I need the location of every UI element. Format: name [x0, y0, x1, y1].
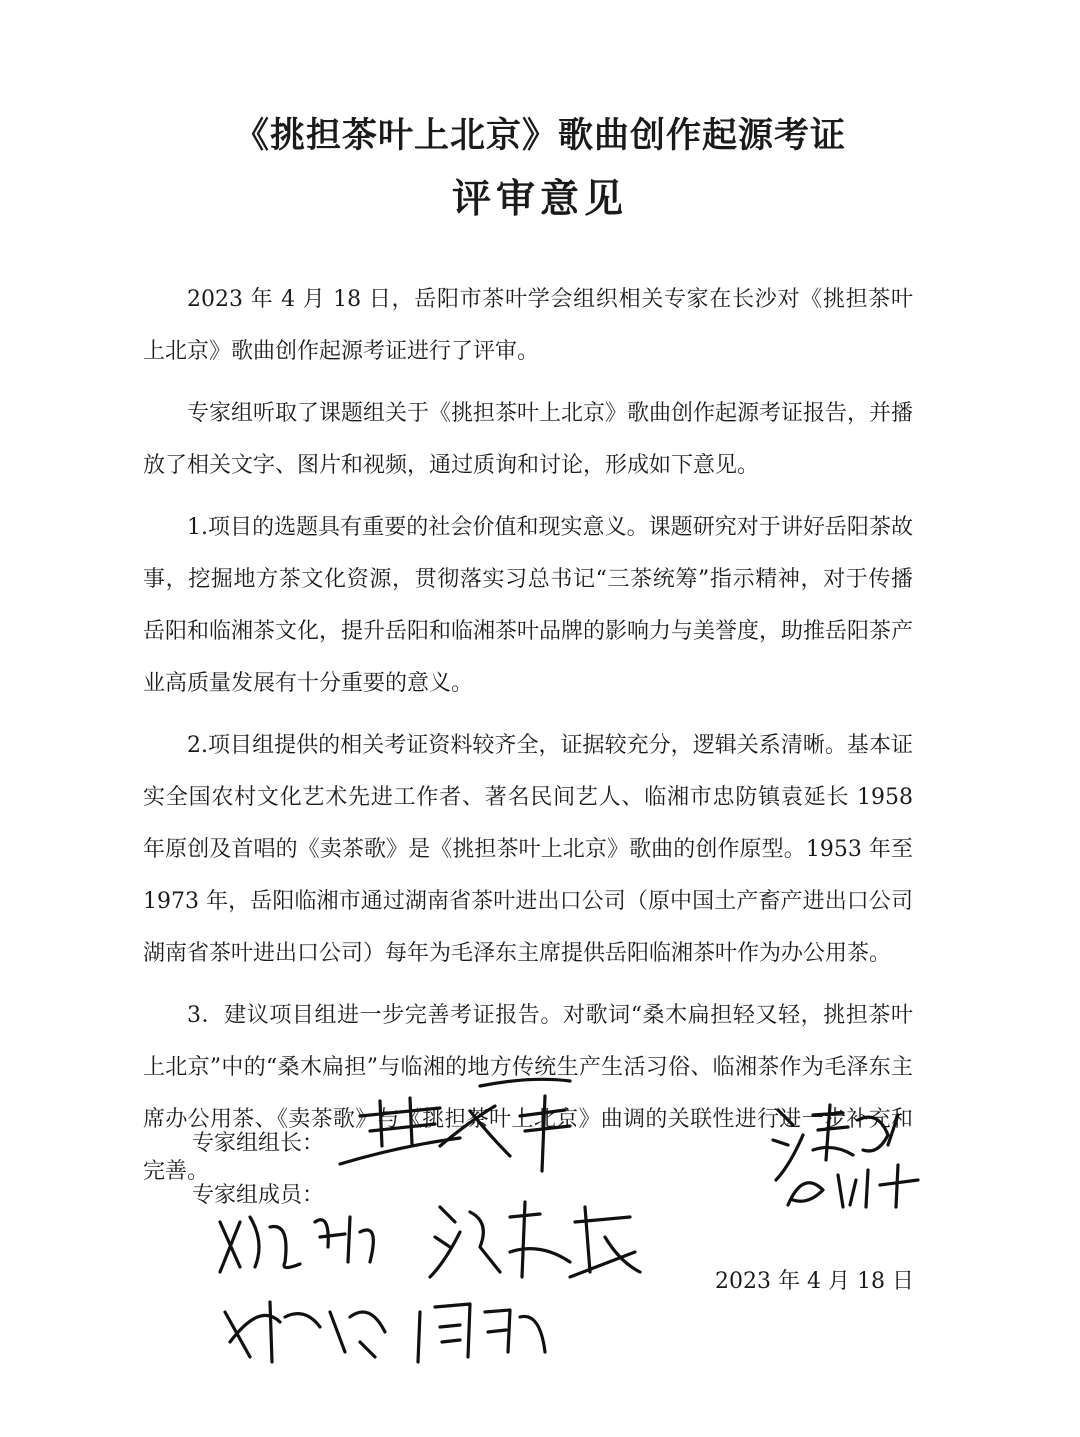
members-label: 专家组成员：: [192, 1183, 325, 1208]
paragraph-process: 专家组听取了课题组关于《挑担茶叶上北京》歌曲创作起源考证报告，并播放了相关文字、图片和视频，通过质询和讨论，形成如下意见。: [143, 401, 914, 478]
paragraph-opinion-2: 2.项目组提供的相关考证资料较齐全，证据较充分，逻辑关系清晰。基本证实全国农村文化艺术先进工作者、著名民间艺人、临湘市忠防镇袁延长 1958 年原创及首唱的《卖茶歌》是《挑担茶叶上北京》歌曲的创作原型。1953 年至 1973 年，岳阳临湘市通过湖南省茶叶进出口公司（原中国土产畜产进出口公司湖南省茶叶进出口公司）每年为毛泽东主席提供岳阳临湘茶叶作为办公用茶。: [143, 733, 913, 966]
document-body: [143, 274, 913, 1208]
document-date: 2023 年 4 月 18 日: [715, 1269, 914, 1294]
members-signature: [210, 1192, 650, 1367]
paragraph-intro: 2023 年 4 月 18 日，岳阳市茶叶学会组织相关专家在长沙对《挑担茶叶上北京》歌曲创作起源考证进行了评审。: [143, 287, 913, 364]
document-title: 《挑担茶叶上北京》歌曲创作起源考证: [233, 116, 846, 156]
document-subtitle: 评审意见: [451, 177, 628, 222]
leader-signature: [320, 1076, 590, 1176]
paragraph-opinion-1: 1.项目的选题具有重要的社会价值和现实意义。课题研究对于讲好岳阳茶故事，挖掘地方茶文化资源，贯彻落实习总书记“三茶统筹”指示精神，对于传播岳阳和临湘茶文化，提升岳阳和临湘茶叶品牌的影响力与美誉度，助推岳阳茶产业高质量发展有十分重要的意义。: [143, 515, 914, 696]
members-signature-right: [768, 1095, 938, 1215]
leader-label: 专家组组长：: [192, 1131, 325, 1156]
paragraph-opinion-3: 3．建议项目组进一步完善考证报告。对歌词“桑木扁担轻又轻，挑担茶叶上北京”中的“桑木扁担”与临湘的地方传统生产生活习俗、临湘茶作为毛泽东主席办公用茶、《卖茶歌》与《挑担茶叶上北京》曲调的关联性进行进一步补充和完善。: [143, 1003, 913, 1184]
